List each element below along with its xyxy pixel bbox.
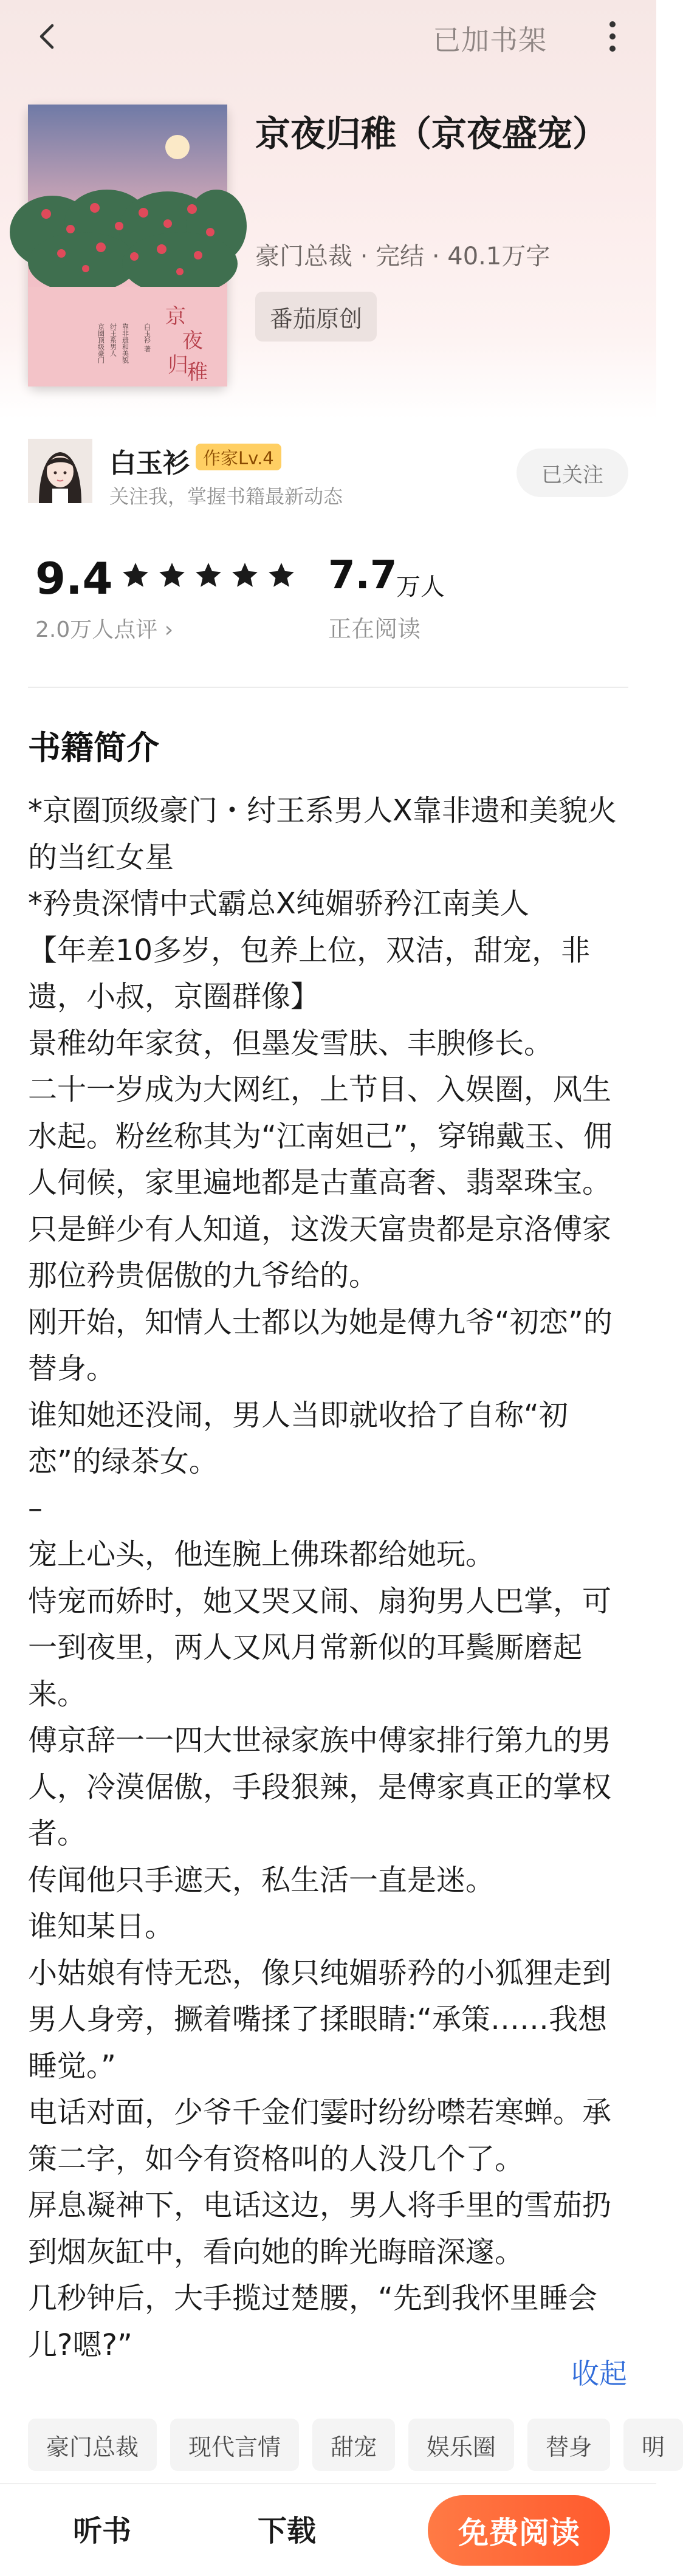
added-to-shelf-label[interactable]: 已加书架 [433,24,547,57]
book-stats [0,547,656,656]
svg-text:夜: 夜 [182,329,203,353]
synopsis-paragraph: 【年差10多岁，包养上位，双洁，甜宠，非遗，小叔，京圈群像】 [28,933,591,1014]
synopsis-paragraph: 小姑娘有恃无恐，像只纯媚骄矜的小狐狸走到男人身旁，撅着嘴揉了揉眼睛:“承策……我想睡觉。” [28,1956,612,2083]
section-divider [28,687,628,688]
book-title: 京夜归稚（京夜盛宠） [255,113,608,154]
synopsis-paragraph: 谁知她还没闹，男人当即就收拾了自称“初恋”的绿茶女。 [28,1398,568,1479]
tag-chip[interactable]: 替身 [527,2419,610,2471]
synopsis-paragraph: 刚开始，知情人士都以为她是傅九爷“初恋”的替身。 [28,1305,613,1386]
readers-count: 7.7 [328,553,397,598]
svg-text:京圈顶级豪门: 京圈顶级豪门 [97,323,105,363]
synopsis-title: 书籍简介 [28,729,159,767]
book-meta: 豪门总裁 · 完结 · 40.1万字 [255,242,551,270]
synopsis-paragraph: 屏息凝神下，电话这边，男人将手里的雪茄扔到烟灰缸中，看向她的眸光晦暗深邃。 [28,2188,612,2269]
synopsis-paragraph: *京圈顶级豪门・纣王系男人X靠非遗和美貌火的当红女星 [28,794,617,874]
star-icon [230,560,260,591]
listen-button[interactable]: 听书 [73,2514,132,2548]
author-subtitle: 关注我，掌握书籍最新动态 [109,485,343,508]
synopsis-paragraph: 谁知某日。 [28,1909,174,1943]
svg-text:稚: 稚 [187,360,208,385]
rating-stars [120,560,297,591]
synopsis-paragraph: – [28,1491,43,1525]
synopsis-paragraph: 只是鲜少有人知道，这泼天富贵都是京洛傅家那位矜贵倨傲的九爷给的。 [28,1212,612,1293]
tag-list [28,2419,665,2473]
free-read-button[interactable]: 免费阅读 [428,2495,610,2566]
synopsis-paragraph: 恃宠而娇时，她又哭又闹、扇狗男人巴掌，可一到夜里，两人又风月常新似的耳鬓厮磨起来。 [28,1584,612,1711]
rating-count-link[interactable]: 2.0万人点评 › [35,617,174,642]
star-icon [266,560,297,591]
cover-illustration [28,105,227,386]
rating-score: 9.4 [35,553,113,604]
synopsis-paragraph: 电话对面，少爷千金们霎时纷纷噤若寒蝉。承策二字，如今有资格叫的人没几个了。 [28,2095,612,2176]
star-icon [193,560,224,591]
synopsis-paragraph: 傅京辞一一四大世禄家族中傅家排行第九的男人，冷漠倨傲，手段狠辣，是傅家真正的掌权者。 [28,1723,612,1850]
star-icon [120,560,151,591]
chevron-left-icon [34,23,61,50]
synopsis-paragraph: 几秒钟后，大手揽过楚腰，“先到我怀里睡会儿?嗯?” [28,2281,597,2362]
readers-unit: 万人 [396,573,445,601]
author-name[interactable]: 白玉衫 [109,448,190,479]
svg-text:白玉衫 著: 白玉衫 著 [143,323,151,352]
tag-chip[interactable]: 豪门总裁 [28,2419,157,2471]
book-header [0,0,656,419]
download-button[interactable]: 下载 [258,2514,317,2548]
avatar[interactable] [28,439,92,503]
svg-text:京: 京 [165,304,186,329]
follow-button[interactable]: 已关注 [517,448,628,497]
synopsis-paragraph: 景稚幼年家贫，但墨发雪肤、丰腴修长。 [28,1026,554,1060]
synopsis-text [28,788,630,2368]
synopsis-paragraph: 二十一岁成为大网红，上节目、入娱圈，风生水起。粉丝称其为“江南妲己”，穿锦戴玉、佣人伺候，家里遍地都是古董高奢、翡翠珠宝。 [28,1073,613,1200]
top-bar [0,0,656,79]
more-vertical-icon [606,19,619,53]
svg-text:靠非遗和美貌: 靠非遗和美貌 [121,323,129,363]
bottom-action-bar [0,2483,656,2576]
author-level-badge: 作家Lv.4 [196,444,281,470]
author-avatar-image [28,439,92,503]
book-cover[interactable] [28,105,227,386]
svg-text:归: 归 [168,353,188,377]
star-icon [157,560,187,591]
more-button[interactable] [593,17,632,56]
synopsis-paragraph: 宠上心头，他连腕上佛珠都给她玩。 [28,1537,495,1571]
svg-text:纣王系男人: 纣王系男人 [109,323,117,357]
readers-label: 正在阅读 [328,616,421,642]
tag-chip[interactable]: 甜宠 [312,2419,395,2471]
tag-chip[interactable]: 娱乐圈 [408,2419,514,2471]
synopsis-paragraph: 传闻他只手遮天，私生活一直是迷。 [28,1863,495,1897]
synopsis-paragraph: *矜贵深情中式霸总X纯媚骄矜江南美人 [28,887,529,921]
origin-badge: 番茄原创 [255,292,377,342]
tag-chip[interactable]: 明 [623,2419,683,2471]
back-button[interactable] [28,17,67,56]
author-row[interactable] [0,425,656,517]
collapse-button[interactable]: 收起 [571,2357,627,2390]
tag-chip[interactable]: 现代言情 [170,2419,299,2471]
